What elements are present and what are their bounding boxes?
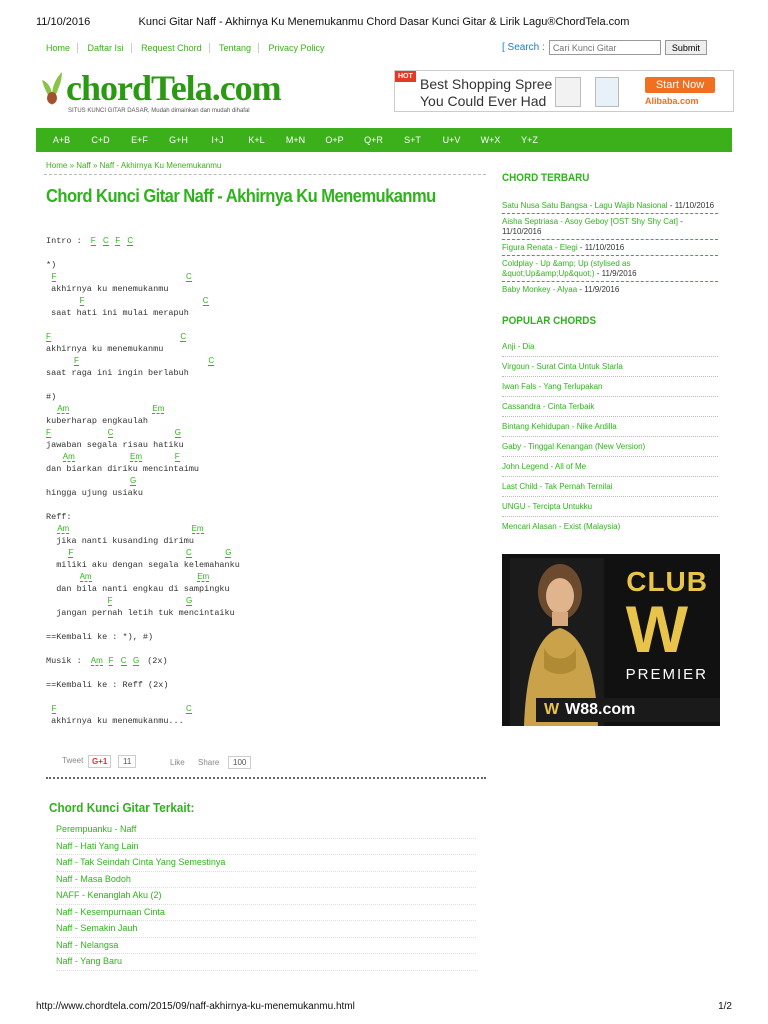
chord[interactable]: Em <box>130 452 142 461</box>
chord-line <box>46 572 486 584</box>
popular-item[interactable]: Gaby - Tinggal Kenangan (New Version) <box>502 437 718 457</box>
lyric-line <box>46 560 486 572</box>
chord[interactable]: Em <box>197 572 210 581</box>
lyric-line <box>46 380 486 392</box>
lyric-line <box>46 308 486 320</box>
chord[interactable]: C <box>186 548 192 557</box>
logo-text: chordTela.com <box>66 68 281 108</box>
lyric-line <box>46 692 486 704</box>
print-title: Kunci Gitar Naff - Akhirnya Ku Menemukanmu Chord Dasar Kunci Gitar & Lirik Lagu®ChordTela.com <box>138 16 630 28</box>
lyric-line <box>46 248 486 260</box>
site-logo[interactable] <box>38 64 288 122</box>
lyric-text: kuberharap engkaulah <box>46 416 149 426</box>
lyric-text: #) <box>46 392 57 402</box>
nav-privacy-policy[interactable]: Privacy Policy <box>268 43 325 53</box>
lyric-line <box>46 344 486 356</box>
ad-brand: Alibaba.com <box>645 96 699 106</box>
lyric-text: Reff: <box>46 512 72 522</box>
alpha-yz[interactable]: Y+Z <box>521 135 538 145</box>
lyric-line <box>46 368 486 380</box>
lyric-text: Intro : <box>46 236 82 246</box>
lyric-text: jawaban segala risau hatiku <box>46 440 184 450</box>
chord[interactable]: Am <box>79 572 92 581</box>
lyric-line <box>46 236 486 248</box>
lyric-line <box>46 320 486 332</box>
alpha-uv[interactable]: U+V <box>442 135 461 145</box>
ad-line-2: You Could Ever Had <box>420 93 547 109</box>
latest-item[interactable] <box>502 198 718 214</box>
related-item[interactable]: Naff - Tak Seindah Cinta Yang Semestinya <box>56 855 476 872</box>
lyric-line <box>46 644 486 656</box>
chord-line <box>46 404 486 416</box>
chord[interactable]: Am <box>57 524 70 533</box>
lyric-line <box>46 392 486 404</box>
banner-premier-text: PREMIER <box>625 666 708 683</box>
latest-item[interactable] <box>502 256 718 282</box>
chord-line <box>46 596 486 608</box>
chord[interactable]: F <box>68 548 74 557</box>
lyric-text: akhirnya ku menemukanmu <box>46 284 169 294</box>
chord[interactable]: F <box>108 656 114 665</box>
popular-item[interactable]: John Legend - All of Me <box>502 457 718 477</box>
chord-line <box>46 332 486 344</box>
chord[interactable]: F <box>51 704 57 713</box>
chord[interactable]: C <box>202 296 209 305</box>
latest-item-title[interactable]: Aisha Septriasa - Asoy Geboy [OST Shy Shy Cat] <box>502 217 678 226</box>
chord-line <box>46 704 486 716</box>
ad-product-icon <box>555 77 581 107</box>
nav-daftar-isi[interactable]: Daftar Isi <box>88 43 132 53</box>
lyric-line <box>46 260 486 272</box>
chord[interactable]: C <box>120 656 127 665</box>
chord-line <box>46 272 486 284</box>
lyric-line <box>46 500 486 512</box>
alpha-wx[interactable]: W+X <box>480 135 501 145</box>
top-advertisement[interactable] <box>394 70 734 112</box>
lyric-text: akhirnya ku menemukanmu... <box>46 716 184 726</box>
lyric-line <box>46 536 486 548</box>
latest-item-date: - 11/9/2016 <box>594 269 637 278</box>
lyric-text: miliki aku dengan segala kelemahanku <box>46 560 240 570</box>
popular-heading: POPULAR CHORDS <box>502 315 597 327</box>
chord[interactable]: F <box>46 428 51 437</box>
logo-tagline: SITUS KUNCI GITAR DASAR, Mudah dimainkan dan mudah dihafal <box>68 108 250 114</box>
alpha-ab[interactable]: A+B <box>52 135 71 145</box>
chord[interactable]: Em <box>191 524 204 533</box>
latest-item[interactable] <box>502 282 718 297</box>
latest-item[interactable] <box>502 214 718 240</box>
related-item[interactable]: Naff - Kesempurnaan Cinta <box>56 905 476 922</box>
alpha-ef[interactable]: E+F <box>131 135 148 145</box>
alpha-st[interactable]: S+T <box>404 135 421 145</box>
alpha-kl[interactable]: K+L <box>248 135 265 145</box>
lyric-line <box>46 440 486 452</box>
popular-item[interactable]: Cassandra - Cinta Terbaik <box>502 397 718 417</box>
popular-item[interactable]: Last Child - Tak Pernah Ternilai <box>502 477 718 497</box>
chord[interactable]: Am <box>57 404 70 413</box>
nav-request-chord[interactable]: Request Chord <box>141 43 210 53</box>
chord-line <box>46 356 486 368</box>
latest-item-title[interactable]: Satu Nusa Satu Bangsa - Lagu Wajib Nasional <box>502 201 668 210</box>
lyric-text: ==Kembali ke : *), #) <box>46 632 154 642</box>
breadcrumb-divider <box>44 174 486 175</box>
ad-start-button[interactable]: Start Now <box>645 77 715 93</box>
share-count: 100 <box>228 756 251 769</box>
gplus-count: 11 <box>118 755 136 768</box>
sidebar-banner-ad[interactable] <box>502 554 720 726</box>
lyric-line <box>46 416 486 428</box>
latest-item-date: - 11/9/2016 <box>577 285 620 294</box>
related-list <box>56 822 476 971</box>
related-item[interactable]: Naff - Nelangsa <box>56 938 476 955</box>
chord[interactable]: F <box>51 272 57 281</box>
related-item[interactable]: NAFF - Kenanglah Aku (2) <box>56 888 476 905</box>
latest-item-title[interactable]: Baby Monkey - Alyaa <box>502 285 578 294</box>
chord[interactable]: Em <box>152 404 165 413</box>
popular-item[interactable]: Mencari Alasan - Exist (Malaysia) <box>502 522 621 531</box>
alpha-ij[interactable]: I+J <box>211 135 224 145</box>
lyric-text: jangan pernah letih tuk mencintaiku <box>46 608 235 618</box>
lyric-line <box>46 680 486 692</box>
print-url: http://www.chordtela.com/2015/09/naff-akhirnya-ku-menemukanmu.html <box>36 1001 355 1012</box>
search-input[interactable] <box>549 40 661 55</box>
lyric-text: *) <box>46 260 57 270</box>
chord[interactable]: Am <box>62 452 75 461</box>
chord[interactable]: G <box>186 596 193 605</box>
chord[interactable]: C <box>127 236 134 245</box>
lyric-text: dan bila nanti engkau di sampingku <box>46 584 230 594</box>
lyric-line <box>46 620 486 632</box>
print-date: 11/10/2016 <box>36 16 91 28</box>
sidebar <box>502 172 718 536</box>
breadcrumb[interactable]: Home » Naff » Naff - Akhirnya Ku Menemukanmu <box>46 161 222 170</box>
lyric-line <box>46 464 486 476</box>
ad-badge: HOT <box>395 71 416 82</box>
ad-line-1: Best Shopping Spree <box>420 76 553 92</box>
lyric-line <box>46 608 486 620</box>
banner-brand-bar <box>536 698 720 722</box>
lyric-line <box>46 488 486 500</box>
lyric-line <box>46 584 486 596</box>
chord[interactable]: F <box>79 296 85 305</box>
related-heading: Chord Kunci Gitar Terkait: <box>49 800 195 815</box>
lyric-line <box>46 284 486 296</box>
lyric-text: akhirnya ku menemukanmu <box>46 344 164 354</box>
gplus-button[interactable]: G+1 <box>88 755 111 768</box>
alpha-mn[interactable]: M+N <box>285 135 306 145</box>
chord[interactable]: F <box>107 596 113 605</box>
lyric-text: (2x) <box>147 656 168 666</box>
chord[interactable]: F <box>46 332 51 341</box>
latest-item-title[interactable]: Coldplay - Up &amp; Up (stylised as &quot;Up&amp;Up&quot;) <box>502 259 631 278</box>
chord[interactable]: G <box>225 548 232 557</box>
chord[interactable]: Am <box>90 656 103 665</box>
latest-item-title[interactable]: Figura Renata - Elegi <box>502 243 578 252</box>
nav-home[interactable]: Home <box>46 43 78 53</box>
popular-item[interactable]: Anji - Dia <box>502 337 718 357</box>
ad-phone-icon <box>595 77 619 107</box>
chord[interactable]: C <box>103 236 109 245</box>
guitar-leaf-icon <box>40 68 64 108</box>
lyric-text: ==Kembali ke : Reff (2x) <box>46 680 169 690</box>
chord[interactable]: C <box>186 704 192 713</box>
search-bar <box>502 40 707 55</box>
related-item[interactable]: Naff - Yang Baru <box>56 954 476 971</box>
banner-club-text: CLUB <box>626 566 708 597</box>
lyric-text: dan biarkan diriku mencintaimu <box>46 464 200 474</box>
chord-line <box>46 452 486 464</box>
lyric-line <box>46 668 486 680</box>
chord[interactable]: C <box>186 272 192 281</box>
tweet-button[interactable]: Tweet <box>62 756 84 765</box>
alpha-cd[interactable]: C+D <box>91 135 110 145</box>
chord[interactable]: G <box>174 428 182 437</box>
content-divider <box>46 777 486 779</box>
lyric-line <box>46 716 486 728</box>
lyric-text: saat hati ini mulai merapuh <box>46 308 189 318</box>
chord-line <box>46 296 486 308</box>
chord-lyrics <box>46 236 486 728</box>
chord[interactable]: F <box>115 236 121 245</box>
lyric-line <box>46 656 486 668</box>
related-item[interactable]: Naff - Masa Bodoh <box>56 872 476 889</box>
chord[interactable]: C <box>107 428 114 437</box>
chord[interactable]: G <box>130 476 137 485</box>
lyric-text: Musik : <box>46 656 82 666</box>
popular-item[interactable]: UNGU - Tercipta Untukku <box>502 497 718 517</box>
chord[interactable]: C <box>180 332 187 341</box>
like-button[interactable]: Like <box>170 758 185 767</box>
print-page-number: 1/2 <box>718 1001 732 1012</box>
nav-tentang[interactable]: Tentang <box>219 43 259 53</box>
popular-list <box>502 337 718 536</box>
related-item[interactable]: Perempuanku - Naff <box>56 822 476 839</box>
page-title: Chord Kunci Gitar Naff - Akhirnya Ku Menemukanmu <box>46 186 436 206</box>
popular-item[interactable]: Iwan Fals - Yang Terlupakan <box>502 377 718 397</box>
chord[interactable]: F <box>174 452 180 461</box>
alpha-qr[interactable]: Q+R <box>364 135 383 145</box>
chord-line <box>46 548 486 560</box>
related-item[interactable]: Naff - Hati Yang Lain <box>56 839 476 856</box>
w88-logo-icon: W <box>544 701 560 718</box>
search-label: [ Search : <box>502 42 545 53</box>
lyric-text: hingga ujung usiaku <box>46 488 143 498</box>
latest-item-date: - 11/10/2016 <box>502 217 683 236</box>
search-submit-button[interactable]: Submit <box>665 40 707 55</box>
chord-line <box>46 524 486 536</box>
lyric-line <box>46 632 486 644</box>
related-item[interactable]: Naff - Semakin Jauh <box>56 921 476 938</box>
popular-item[interactable]: Bintang Kehidupan - Nike Ardilla <box>502 417 718 437</box>
chord[interactable]: G <box>133 656 140 665</box>
latest-item-date: - 11/10/2016 <box>667 201 715 210</box>
alpha-gh[interactable]: G+H <box>169 135 188 145</box>
popular-item[interactable]: Virgoun - Surat Cinta Untuk Starla <box>502 357 718 377</box>
lyric-line <box>46 512 486 524</box>
latest-item-date: - 11/10/2016 <box>577 243 625 252</box>
lyric-text: jika nanti kusanding dirimu <box>46 536 194 546</box>
alpha-op[interactable]: O+P <box>325 135 344 145</box>
chord[interactable]: F <box>74 356 79 365</box>
chord-line <box>46 428 486 440</box>
top-nav <box>46 43 339 53</box>
latest-heading: CHORD TERBARU <box>502 172 590 184</box>
chord-line <box>46 476 486 488</box>
banner-w-logo: W <box>625 592 688 666</box>
lyric-text: saat raga ini ingin berlabuh <box>46 368 189 378</box>
banner-brand: W88.com <box>565 701 636 718</box>
chord[interactable]: C <box>208 356 215 365</box>
chord[interactable]: F <box>90 236 96 245</box>
latest-item[interactable] <box>502 240 718 256</box>
alphabet-nav <box>36 128 732 152</box>
share-button[interactable]: Share <box>198 758 220 767</box>
